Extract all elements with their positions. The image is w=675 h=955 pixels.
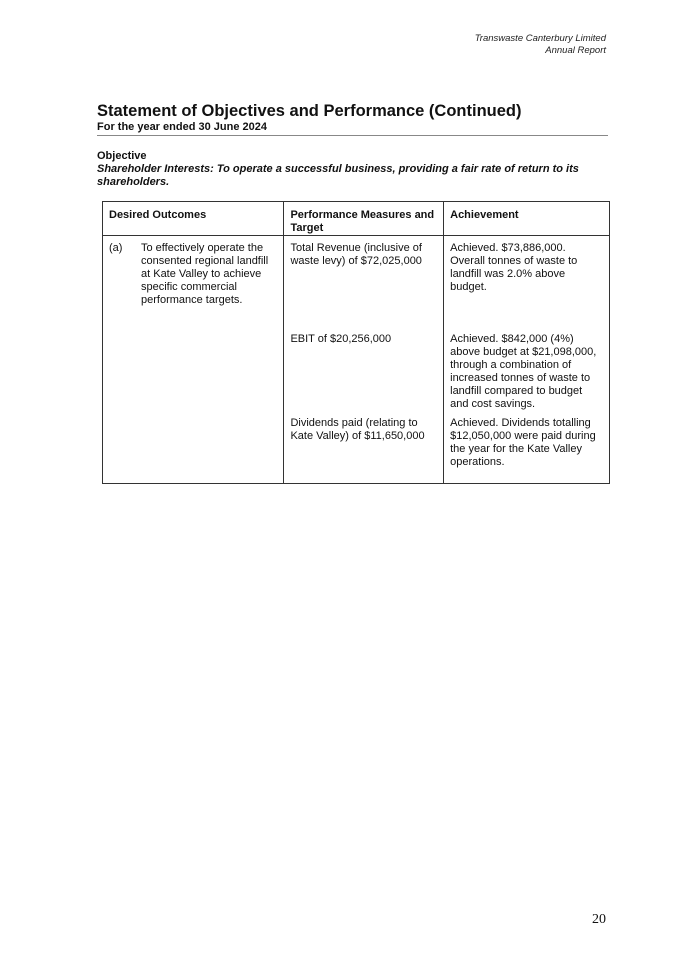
outcome-letter: (a) <box>109 242 123 254</box>
outcome-text: To effectively operate the consented regional landfill at Kate Valley to achieve specific commercial performance targets. <box>141 242 269 306</box>
objective-heading: Objective <box>97 150 147 162</box>
outcome-cell-empty <box>103 411 284 484</box>
title-block <box>97 102 608 136</box>
header-achievement: Achievement <box>444 202 610 236</box>
measure-cell: Total Revenue (inclusive of waste levy) of $72,025,000 <box>284 236 444 328</box>
objective-text: Shareholder Interests: To operate a successful business, providing a fair rate of return to its shareholders. <box>97 163 579 188</box>
header-desired-outcomes: Desired Outcomes <box>103 202 284 236</box>
achievement-cell: Achieved. Dividends totalling $12,050,000 were paid during the year for the Kate Valley operations. <box>444 411 610 484</box>
report-name: Annual Report <box>545 45 606 56</box>
outcome-cell-empty <box>103 327 284 411</box>
company-name: Transwaste Canterbury Limited <box>474 33 606 44</box>
measure-cell: Dividends paid (relating to Kate Valley) of $11,650,000 <box>284 411 444 484</box>
achievement-cell: Achieved. $73,886,000. Overall tonnes of waste to landfill was 2.0% above budget. <box>444 236 610 328</box>
objective-section <box>97 150 612 189</box>
page-subtitle: For the year ended 30 June 2024 <box>97 121 267 133</box>
table-row <box>103 327 610 411</box>
measure-cell: EBIT of $20,256,000 <box>284 327 444 411</box>
page-number: 20 <box>592 912 606 927</box>
page-title: Statement of Objectives and Performance (Continued) <box>97 102 522 120</box>
running-header <box>475 33 606 57</box>
table-row <box>103 236 610 328</box>
achievement-cell: Achieved. $842,000 (4%) above budget at $21,098,000, through a combination of increased tonnes of waste to landfill compared to budget and cost savings. <box>444 327 610 411</box>
outcome-cell <box>103 236 284 328</box>
header-performance-measures: Performance Measures and Target <box>284 202 444 236</box>
table-row <box>103 411 610 484</box>
performance-table <box>102 201 610 484</box>
table-header-row <box>103 202 610 236</box>
